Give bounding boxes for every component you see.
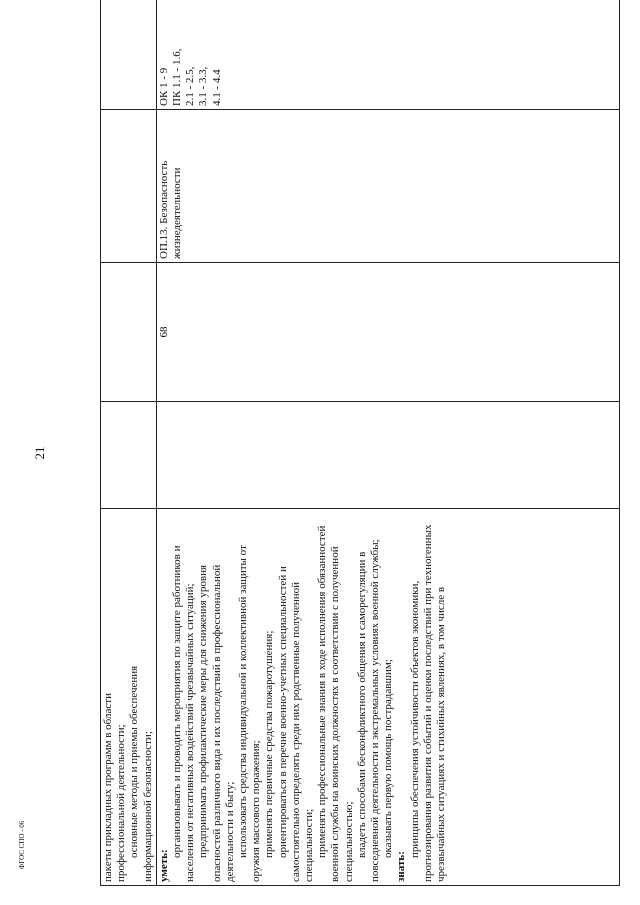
list-item: ориентироваться в перечне военно-учетных специальностей и самостоятельно определять среди них родственные полученной специальности; [276,566,316,882]
list-item: организовывать и проводить мероприятия по защите работников и населения от негативных воздействий чрезвычайных ситуаций; [171,545,197,882]
text-line: информационной безопасности; [141,731,154,882]
curriculum-table-wrapper [100,20,620,886]
list-item: принципы обеспечения устойчивости объектов экономики, прогнозирования развития событий и оценки последствий при техногенных чрезвычайных ситуациях и стихийных явлениях, в том числе в [408,524,448,882]
hours-cell: 68 [156,263,619,402]
table-cell-empty [101,402,157,509]
list-item: предпринимать профилактические меры для снижения уровня опасностей различного вида и их последствий в профессиональной деятельности и быту; [197,564,236,882]
list-item: оказывать первую помощь пострадавшим; [382,659,395,858]
discipline-cell: ОП.13. Безопасность жизнедеятельности [156,110,619,263]
list-item: применять профессиональные знания в ходе исполнения обязанностей военной службы на воинских должностях в соответствии с полученной специальностью; [316,525,355,882]
list-item: владеть способами бесконфликтного общения и саморегуляции в повседневной деятельности и экстремальных условиях военной службы; [355,539,382,882]
section-header-umet: уметь: [157,849,170,882]
table-row [101,0,157,886]
table-row [156,0,619,886]
table-cell-empty [101,263,157,402]
footer-doc-code: ФГОС СПО - 06 [18,820,26,870]
curriculum-table [100,0,620,886]
page-number: 21 [32,446,47,460]
text-line: основные методы и приемы обеспечения [128,665,141,858]
text-line: профессиональной деятельности; [115,724,128,882]
list-item: применять первичные средства пожаротушения; [263,630,276,858]
table-cell-empty [101,110,157,263]
section-header-znat: знать: [395,851,408,882]
text-line: пакеты прикладных программ в области [102,693,114,882]
table-cell-content [101,509,157,886]
list-item: использовать средства индивидуальной и коллективной защиты от оружия массового поражения; [237,545,263,882]
table-cell-empty [101,0,157,110]
table-cell-empty [156,402,619,509]
competencies-cell: ОК 1 - 9 ПК 1.1 - 1.6, 2.1 - 2.5, 3.1 - 3.3, 4.1 - 4.4 [156,0,619,110]
table-cell-content [156,509,619,886]
